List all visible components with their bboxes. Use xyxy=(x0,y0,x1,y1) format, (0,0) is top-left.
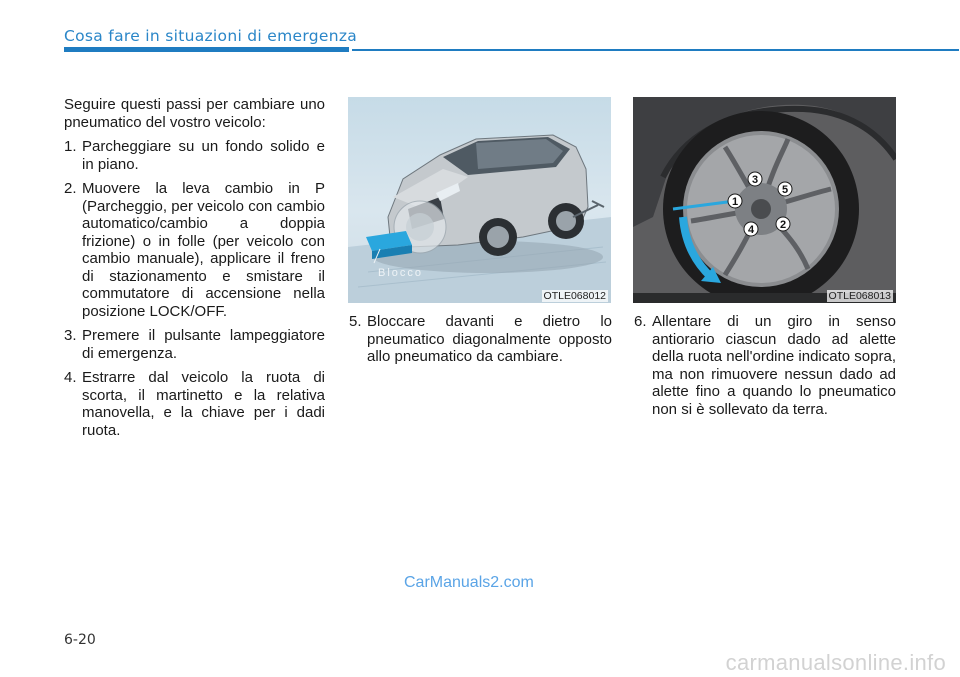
step-text: Bloccare davanti e dietro lo pneumatico diagonalmente opposto allo pneumatico da cambiare. xyxy=(367,313,612,365)
wheel-illustration xyxy=(633,97,896,303)
step-number: 1. xyxy=(64,138,77,155)
step-item xyxy=(349,313,612,366)
figure-code: OTLE068012 xyxy=(543,290,606,302)
step-item xyxy=(64,180,325,320)
column-right xyxy=(634,313,896,425)
step-item xyxy=(64,138,325,173)
column-left xyxy=(64,96,325,446)
section-title: Cosa fare in situazioni di emergenza xyxy=(64,27,358,45)
column-middle xyxy=(349,313,612,373)
step-text: Estrarre dal veicolo la ruota di scorta, il martinetto e la relativa manovella, e la chiave per i dadi ruota. xyxy=(82,369,325,439)
step-number: 6. xyxy=(634,313,647,330)
step-number: 2. xyxy=(64,180,77,197)
step-number: 5. xyxy=(349,313,362,330)
step-text: Muovere la leva cambio in P (Parcheggio, per veicolo con cambio automatico/cambio a doppia frizione) o in folle (per veicolo con cambio manuale), applicare il freno di stazionamento e smistare il commutatore di accensione nella posizione LOCK/OFF. xyxy=(82,180,325,320)
header-bar xyxy=(64,47,349,52)
watermark-footer: carmanualsonline.info xyxy=(725,650,946,675)
page-number: 6-20 xyxy=(64,632,96,648)
watermark-link[interactable]: CarManuals2.com xyxy=(404,574,534,591)
step-text: Allentare di un giro in senso antiorario ciascun dado ad alette della ruota nell'ordine indicato sopra, ma non rimuovere nessun dado ad alette fino a quando lo pneumatico non si è sollevato da terra. xyxy=(652,313,896,418)
step-number: 4. xyxy=(64,369,77,386)
step-item xyxy=(64,369,325,439)
step-text: Parcheggiare su un fondo solido e in piano. xyxy=(82,138,325,173)
step-text: Premere il pulsante lampeggiatore di emergenza. xyxy=(82,327,325,362)
intro-text: Seguire questi passi per cambiare uno pneumatico del vostro veicolo: xyxy=(64,96,325,131)
step-item xyxy=(634,313,896,418)
header-rule xyxy=(352,49,959,51)
step-number: 3. xyxy=(64,327,77,344)
nut-number: 2 xyxy=(779,219,787,231)
figure-car-chock xyxy=(348,97,611,303)
figure-wheel-nuts xyxy=(633,97,896,303)
figure-code: OTLE068013 xyxy=(828,290,891,302)
nut-number: 4 xyxy=(747,224,755,236)
nut-number: 1 xyxy=(731,196,739,208)
step-item xyxy=(64,327,325,362)
nut-number: 3 xyxy=(751,174,759,186)
nut-number: 5 xyxy=(781,184,789,196)
chock-label: Blocco xyxy=(378,267,424,279)
